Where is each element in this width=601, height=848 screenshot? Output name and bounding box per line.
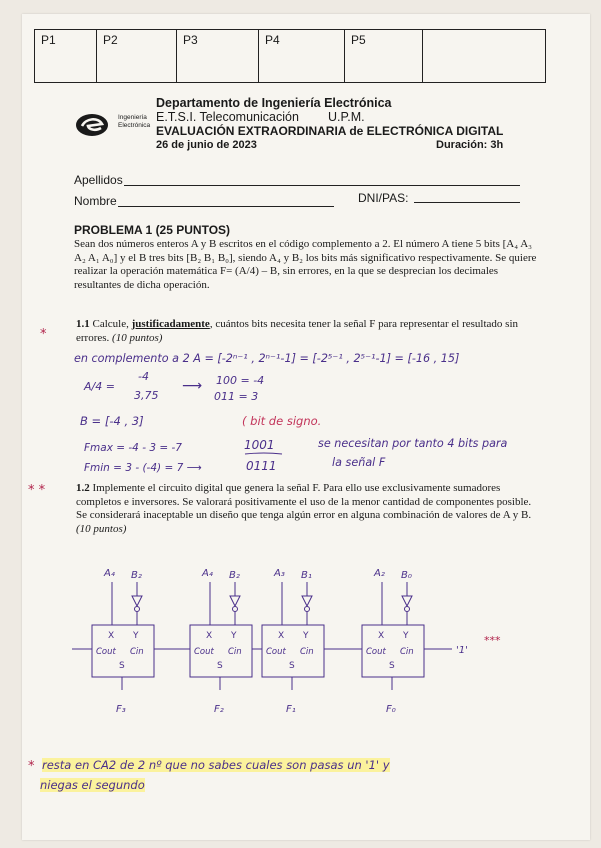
q1-text-b: , cuántos bits necesita tener la señal F para representar el resultado sin errores. [76,318,519,344]
q1-text-a: Calcule, [92,318,129,330]
inverter-bubble [305,607,310,612]
name-label: Nombre [74,194,117,208]
inverter-bubble [135,607,140,612]
pin-y-label: Y [133,631,139,641]
exam-duration: Duración: 3h [436,139,504,151]
footnote-line-2-text: niegas el segundo [40,778,145,792]
inverter-icon [230,596,240,606]
arrow-icon: ⟶ [182,378,203,394]
pin-y-label: Y [303,631,309,641]
department-name: Departamento de Ingeniería Electrónica [156,96,392,110]
score-cell-p3: P3 [177,30,259,82]
inverter-bubble [405,607,410,612]
score-cell-p2: P2 [97,30,177,82]
inverter-bubble [233,607,238,612]
inverter-icon [302,596,312,606]
university-name: U.P.M. [328,110,365,124]
input-b-label: B₂ [131,570,142,581]
pin-cin-label: Cin [400,647,414,657]
inverter-icon [402,596,412,606]
pin-s-label: S [217,661,223,671]
q2-points: (10 puntos) [76,522,127,535]
input-b-label: B₁ [301,570,312,581]
footnote-line-1-text: resta en CA2 de 2 nº que no sabes cuales son pasas un '1' y [42,758,390,772]
q1-points: (10 puntos) [112,331,163,344]
pin-cout-label: Cout [266,647,286,657]
pin-cout-label: Cout [194,647,214,657]
pin-cin-label: Cin [300,647,314,657]
pin-cin-label: Cin [130,647,144,657]
output-f-label: F₂ [214,704,224,715]
q1-star-mark: * [40,327,47,342]
output-f-label: F₀ [386,704,396,715]
input-a-label: A₄ [104,568,115,579]
answer-sign-bit-note: ( bit de signo. [242,414,322,428]
answer-a-div-4-min: -4 [138,370,149,383]
output-f-label: F₁ [286,704,296,715]
answer-a-div-4-max: 3,75 [134,389,159,402]
q1-keyword: justificadamente [131,318,210,330]
input-a-label: A₃ [274,568,285,579]
answer-range-a: en complemento a 2 A = [-2ⁿ⁻¹ , 2ⁿ⁻¹-1] = [-2⁵⁻¹ , 2⁵⁻¹-1] = [-16 , 15] [74,352,460,365]
footnote-line-1 [42,758,390,772]
id-label: DNI/PAS: [358,191,409,205]
input-a-label: A₂ [374,568,385,579]
pin-x-label: X [378,631,385,641]
problem-title: PROBLEMA 1 (25 PUNTOS) [74,223,231,237]
circuit-star-mark: *** [484,634,501,647]
pin-cout-label: Cout [366,647,386,657]
logo-line-1: Ingeniería [118,114,147,121]
pin-cout-label: Cout [96,647,116,657]
answer-fmax-bin: 1001 [244,438,275,452]
answer-range-b: B = [-4 , 3] [80,414,144,428]
answer-bin-min: 100 = -4 [216,374,265,387]
answer-fmax: Fmax = -4 - 3 = -7 [84,442,182,454]
footnote-line-2 [40,778,145,792]
pin-cin-label: Cin [228,647,242,657]
exam-date: 26 de junio de 2023 [156,139,257,151]
pin-y-label: Y [231,631,237,641]
pin-x-label: X [108,631,115,641]
answer-conclusion-1: se necesitan por tanto 4 bits para [318,437,508,450]
pin-x-label: X [206,631,213,641]
answer-conclusion-2: la señal F [332,456,386,469]
score-cell-p1: P1 [35,30,97,82]
problem-statement: Sean dos números enteros A y B escritos en el código complemento a 2. El número A tiene 5 bits [A₄ A₃ A₂ A₁ A₀] y el B tres bits [B₂ B₁ B₀], siendo A₄ y B₂ los bits más significativo respectivamente. Se quiere realizar la operación matemática F= (A/4) – B, sin errores, en la que se desprecian los decimales resultantes de dicha operación. [74,238,537,291]
logo-line-2: Electrónica [118,122,151,129]
answer-a-div-4: A/4 = [84,380,115,393]
exam-title: EVALUACIÓN EXTRAORDINARIA de ELECTRÓNICA DIGITAL [156,124,504,138]
inverter-icon [132,596,142,606]
pin-s-label: S [389,661,395,671]
answer-fmin-bin: 0111 [246,459,277,473]
footnote-star: * [28,759,35,774]
input-b-label: B₂ [229,570,240,581]
score-cell-p4: P4 [259,30,345,82]
pin-s-label: S [119,661,125,671]
answer-fmin: Fmin = 3 - (-4) = 7 ⟶ [84,462,202,474]
pin-s-label: S [289,661,295,671]
school-name: E.T.S.I. Telecomunicación [156,110,299,124]
score-cell-p5: P5 [345,30,423,82]
carry-in-value: '1' [456,645,468,656]
q2-text: Implemente el circuito digital que genera la señal F. Para ello use exclusivamente sumadores completos e inversores. Se valorará positivamente el uso de la menor cantidad de componentes posible. Se considerará inaceptable un diseño que tenga algún error en alguna combinación de valores de A y B. [76,482,532,521]
input-a-label: A₄ [202,568,213,579]
output-f-label: F₃ [116,704,126,715]
input-b-label: B₀ [401,570,412,581]
q1-number: 1.1 [76,318,90,330]
answer-bin-max: 011 = 3 [214,390,259,403]
surname-label: Apellidos [74,173,123,187]
q2-number: 1.2 [76,482,90,494]
q2-star-mark: * * [28,483,46,498]
pin-y-label: Y [403,631,409,641]
pin-x-label: X [278,631,285,641]
